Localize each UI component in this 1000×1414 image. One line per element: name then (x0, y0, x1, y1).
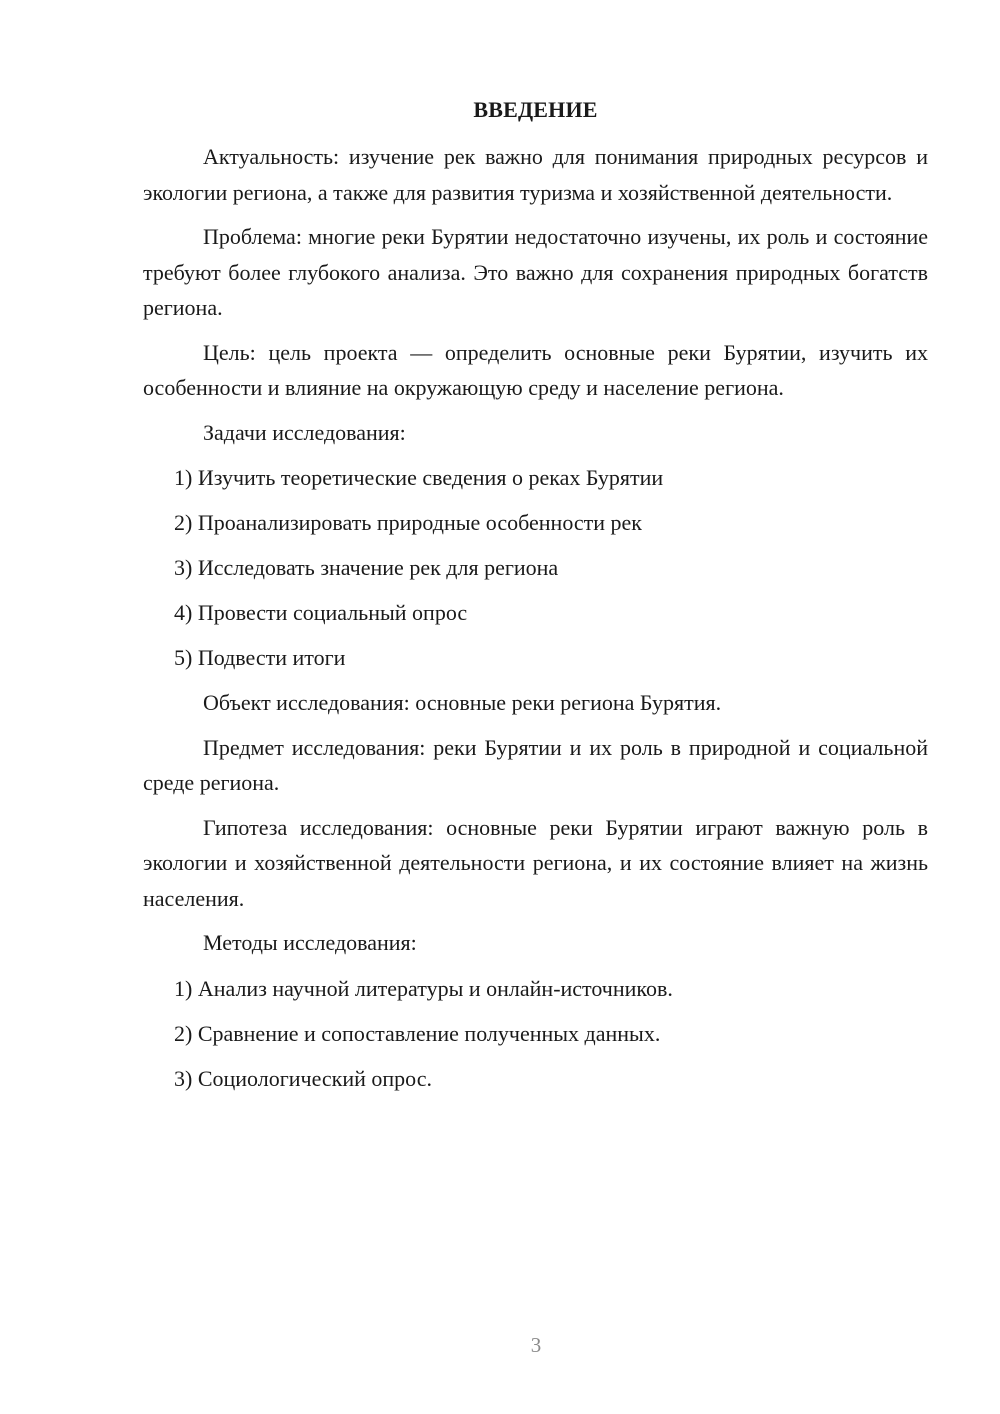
hypothesis-paragraph: Гипотеза исследования: основные реки Бурятии играют важную роль в экологии и хозяйственной деятельности региона, и их состояние влияет на жизнь населения. (143, 814, 928, 911)
method-item: 1) Анализ научной литературы и онлайн-источников. (174, 975, 673, 1001)
page-number: 3 (530, 1333, 542, 1357)
task-item: 5) Подвести итоги (174, 645, 346, 670)
subject-paragraph: Предмет исследования: реки Бурятии и их роль в природной и социальной среде региона. (143, 734, 928, 795)
tasks-heading: Задачи исследования: (203, 419, 406, 445)
document-page (143, 95, 928, 1106)
task-item: 4) Провести социальный опрос (174, 600, 468, 625)
object-paragraph: Объект исследования: основные реки региона Бурятия. (203, 690, 722, 715)
page-title: ВВЕДЕНИЕ (473, 97, 598, 122)
task-item: 3) Исследовать значение рек для региона (174, 555, 559, 580)
methods-heading: Методы исследования: (203, 930, 417, 955)
task-item: 2) Проанализировать природные особенности рек (174, 510, 642, 535)
task-item: 1) Изучить теоретические сведения о реках Бурятии (174, 465, 664, 490)
method-item: 2) Сравнение и сопоставление полученных данных. (174, 1020, 661, 1046)
method-item: 3) Социологический опрос. (174, 1065, 432, 1091)
relevance-paragraph: Актуальность: изучение рек важно для понимания природных ресурсов и экологии региона, а также для развития туризма и хозяйственной деятельности. (143, 144, 928, 205)
goal-paragraph: Цель: цель проекта — определить основные реки Бурятии, изучить их особенности и влияние на окружающую среду и население региона. (143, 339, 928, 400)
problem-paragraph: Проблема: многие реки Бурятии недостаточно изучены, их роль и состояние требуют более глубокого анализа. Это важно для сохранения природных богатств региона. (143, 224, 928, 320)
